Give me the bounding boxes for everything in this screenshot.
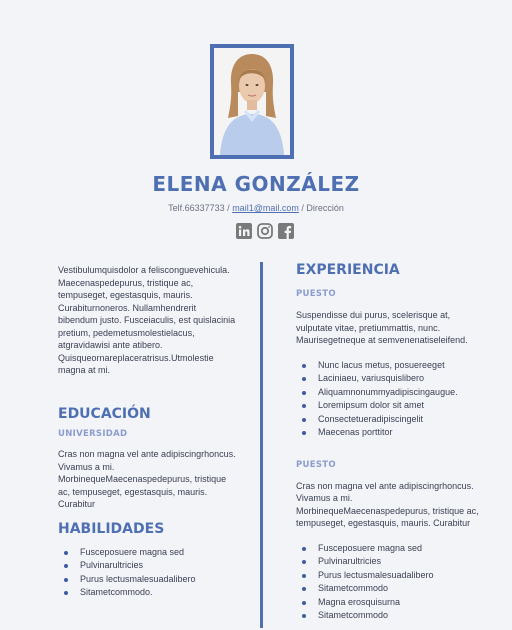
right-column [296, 262, 486, 623]
facebook-icon[interactable] [278, 223, 294, 239]
job-description: Suspendisse dui purus, scelerisque at, vulputate vitae, pretiummattis, nunc. Maurisegetneque at semvenenatiseleifend. [296, 310, 468, 345]
list-item: Sitametcommodo [296, 609, 486, 623]
list-item: Magna erosquisurna [296, 596, 486, 610]
skills-heading: HABILIDADES [58, 520, 165, 537]
skills-list [58, 546, 238, 600]
list-item: Consectetueradipiscingelit [296, 413, 486, 427]
experience-heading: EXPERIENCIA [296, 262, 400, 278]
contact-line [0, 203, 512, 213]
address-text: Dirección [306, 203, 344, 213]
profile-photo [210, 44, 294, 159]
list-item: Loremipsum dolor sit amet [296, 399, 486, 413]
linkedin-icon[interactable] [236, 223, 252, 239]
contact-separator: / [224, 203, 233, 213]
list-item: Purus lectusmalesuadalibero [58, 573, 238, 587]
list-item: Fusceposuere magna sed [58, 546, 238, 560]
email-link[interactable]: mail1@mail.com [232, 203, 299, 213]
list-item: Pulvinarultricies [296, 555, 486, 569]
list-item: Fusceposuere magna sed [296, 542, 486, 556]
profile-summary: Vestibulumquisdolor a felisconguevehicula. Maecenaspedepurus, tristique ac, tempuseget, egestasquis, mauris. Curabiturnoneros. Nullamhendrerit bibendum justo. Fusceiaculis, est quislacinia pretium, pedemetusmolestielacus, atgravidawisi ante atibero. Quisqueornareplaceratrisus.Utmolestie magna at mi. [58, 265, 236, 375]
instagram-icon[interactable] [257, 223, 273, 239]
person-name: ELENA GONZÁLEZ [152, 172, 360, 196]
phone-text: Telf.66337733 [168, 203, 225, 213]
column-divider [260, 262, 263, 628]
education-heading: EDUCACIÓN [58, 406, 151, 422]
job-duties-list [296, 542, 486, 623]
job-description: Cras non magna vel ante adipiscingrhoncus. Vivamus a mi. MorbinequeMaecenaspedepurus, tristique ac, tempuseget, egestasquis, mauris. Curabitur [296, 480, 479, 528]
list-item: Pulvinarultricies [58, 559, 238, 573]
list-item: Purus lectusmalesuadalibero [296, 569, 486, 583]
left-column [58, 264, 238, 600]
education-subheading: UNIVERSIDAD [58, 429, 128, 439]
education-text: Cras non magna vel ante adipiscingrhoncus. Vivamus a mi. MorbinequeMaecenaspedepurus, tristique ac, tempuseget, egestasquis, mauris. Curabitur [58, 449, 236, 509]
job-duties-list [296, 359, 486, 440]
list-item: Laciniaeu, variusquislibero [296, 372, 486, 386]
job-title: PUESTO [296, 289, 336, 299]
list-item: Sitametcommodo [296, 582, 486, 596]
list-item: Aliquamnonummyadipiscingaugue. [296, 386, 486, 400]
list-item: Nunc lacus metus, posuereeget [296, 359, 486, 373]
contact-separator: / [298, 203, 307, 213]
social-links [236, 223, 296, 241]
list-item: Sitametcommodo. [58, 586, 238, 600]
job-title: PUESTO [296, 459, 336, 470]
list-item: Maecenas porttitor [296, 426, 486, 440]
